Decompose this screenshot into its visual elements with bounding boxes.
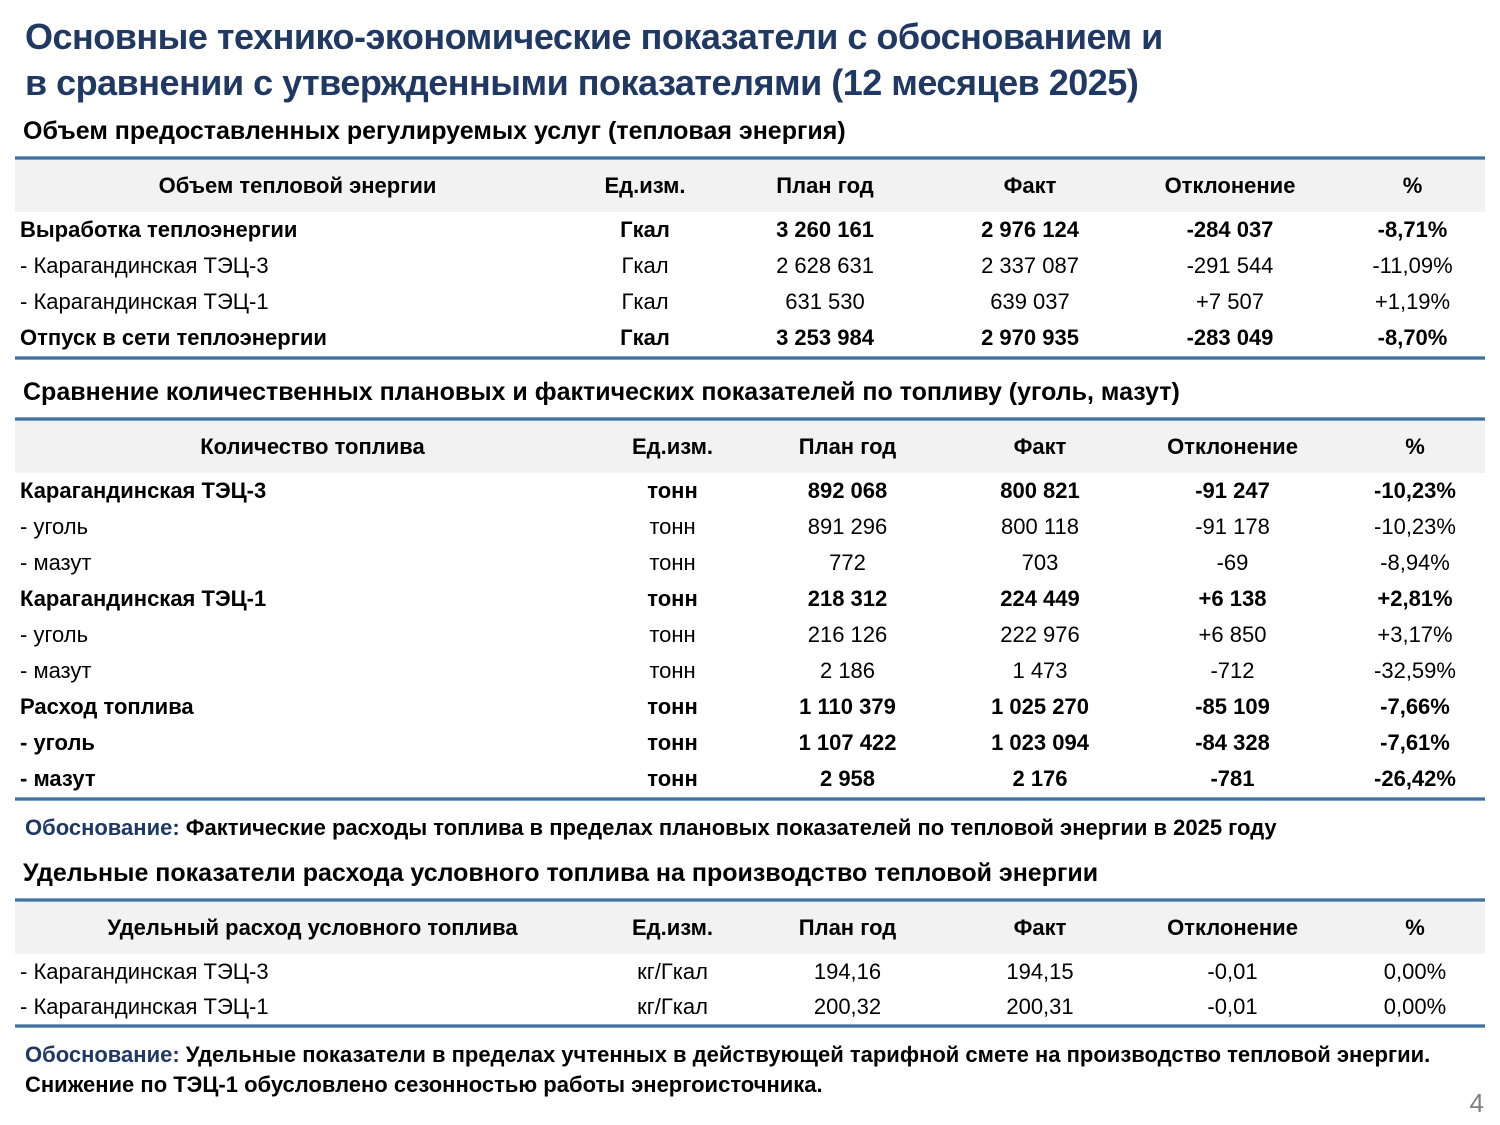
row-label: Расход топлива: [20, 694, 194, 720]
row-label: Карагандинская ТЭЦ-3: [20, 478, 267, 504]
page-title-line2: в сравнении с утвержденными показателями (12 месяцев 2025): [25, 61, 1139, 103]
unit-cell: тонн: [649, 514, 696, 540]
unit-cell: кг/Гкал: [637, 993, 708, 1019]
plan-cell: 200,32: [813, 993, 882, 1019]
deviation-cell: -85 109: [1195, 694, 1270, 720]
fact-cell: 1 473: [1012, 658, 1068, 684]
table-header-row: [15, 421, 1485, 473]
row-label: - мазут: [20, 766, 96, 792]
deviation-cell: -284 037: [1186, 217, 1274, 243]
plan-cell: 194,16: [813, 958, 882, 984]
row-label: Выработка теплоэнергии: [20, 217, 298, 243]
column-header: Отклонение: [1164, 173, 1296, 199]
table-row: [15, 212, 1485, 248]
row-label: Отпуск в сети теплоэнергии: [20, 325, 327, 351]
column-header: План год: [776, 173, 874, 199]
fact-cell: 1 025 270: [991, 694, 1089, 720]
fact-cell: 2 337 087: [981, 253, 1079, 279]
table-row: [15, 248, 1485, 284]
percent-cell: +2,81%: [1377, 586, 1453, 612]
unit-cell: тонн: [647, 586, 698, 612]
plan-cell: 3 253 984: [776, 325, 874, 351]
deviation-cell: -0,01: [1207, 958, 1258, 984]
fact-cell: 222 976: [1000, 622, 1080, 648]
fact-cell: 639 037: [990, 289, 1070, 315]
table-row: [15, 653, 1485, 689]
fact-cell: 2 976 124: [981, 217, 1079, 243]
table-bottom-border: [15, 356, 1485, 360]
deviation-cell: -91 178: [1195, 514, 1270, 540]
column-header: %: [1405, 915, 1425, 941]
table-row: [15, 284, 1485, 320]
fact-cell: 2 970 935: [981, 325, 1079, 351]
table-row: [15, 989, 1485, 1024]
deviation-cell: -84 328: [1195, 730, 1270, 756]
deviation-cell: -69: [1216, 550, 1249, 576]
column-header: План год: [798, 915, 897, 941]
row-label: Карагандинская ТЭЦ-1: [20, 586, 267, 612]
table-row: [15, 689, 1485, 725]
plan-cell: 2 628 631: [776, 253, 874, 279]
fact-cell: 1 023 094: [991, 730, 1089, 756]
table-row: [15, 473, 1485, 509]
fact-cell: 800 118: [1001, 514, 1079, 540]
plan-cell: 218 312: [807, 586, 888, 612]
plan-cell: 891 296: [807, 514, 888, 540]
unit-cell: тонн: [649, 622, 696, 648]
percent-cell: 0,00%: [1383, 958, 1447, 984]
percent-cell: -10,23%: [1374, 478, 1456, 504]
justification-label: Обоснование:: [25, 1042, 180, 1068]
row-label: - мазут: [20, 658, 92, 684]
page-number: 4: [1469, 1088, 1484, 1118]
column-header: Отклонение: [1167, 915, 1298, 941]
table-row: [15, 725, 1485, 761]
section-heading-specific-consumption: Удельные показатели расхода условного топлива на производство тепловой энергии: [23, 859, 1099, 888]
percent-cell: -32,59%: [1374, 658, 1456, 684]
column-header: Количество топлива: [200, 434, 425, 460]
percent-cell: +3,17%: [1377, 622, 1453, 648]
unit-cell: кг/Гкал: [637, 958, 708, 984]
column-header: Отклонение: [1167, 434, 1298, 460]
percent-cell: -10,23%: [1374, 514, 1456, 540]
percent-cell: +1,19%: [1374, 289, 1451, 315]
table-row: [15, 320, 1485, 356]
column-header: Объем тепловой энергии: [158, 173, 437, 199]
row-label: - уголь: [20, 730, 95, 756]
unit-cell: тонн: [649, 550, 696, 576]
percent-cell: -8,71%: [1377, 217, 1448, 243]
column-header: Факт: [1013, 915, 1067, 941]
justification-specific-consumption: [25, 1040, 1495, 1100]
table-row: [15, 581, 1485, 617]
unit-cell: тонн: [649, 658, 696, 684]
percent-cell: -26,42%: [1374, 766, 1456, 792]
page-title: [25, 14, 1485, 105]
column-header: Факт: [1003, 173, 1057, 199]
plan-cell: 2 958: [819, 766, 876, 792]
row-label: - Карагандинская ТЭЦ-1: [20, 993, 269, 1019]
fuel-quantity-table: [15, 417, 1485, 801]
fact-cell: 2 176: [1012, 766, 1068, 792]
plan-cell: 216 126: [807, 622, 888, 648]
justification-text: Фактические расходы топлива в пределах плановых показателей по тепловой энергии в 2025 году: [185, 815, 1277, 841]
fact-cell: 224 449: [1000, 586, 1080, 612]
percent-cell: -8,70%: [1377, 325, 1448, 351]
deviation-cell: +7 507: [1196, 289, 1264, 315]
row-label: - Карагандинская ТЭЦ-3: [20, 958, 269, 984]
deviation-cell: +6 850: [1198, 622, 1267, 648]
table-row: [15, 617, 1485, 653]
deviation-cell: -781: [1210, 766, 1255, 792]
table-header-row: [15, 902, 1485, 954]
plan-cell: 1 110 379: [799, 694, 896, 720]
percent-cell: -7,66%: [1380, 694, 1450, 720]
deviation-cell: -291 544: [1186, 253, 1274, 279]
page-title-line1: Основные технико-экономические показатели с обоснованием и: [25, 16, 1163, 57]
column-header: %: [1405, 434, 1425, 460]
table-bottom-border: [15, 797, 1485, 801]
table-bottom-border: [15, 1024, 1485, 1028]
row-label: - Карагандинская ТЭЦ-3: [20, 253, 269, 279]
column-header: Ед.изм.: [631, 915, 714, 941]
plan-cell: 631 530: [785, 289, 865, 315]
deviation-cell: +6 138: [1198, 586, 1267, 612]
row-label: - уголь: [20, 622, 89, 648]
row-label: - уголь: [20, 514, 89, 540]
unit-cell: тонн: [647, 694, 698, 720]
row-label: - Карагандинская ТЭЦ-1: [20, 289, 269, 315]
unit-cell: Гкал: [621, 289, 669, 315]
column-header: Ед.изм.: [604, 173, 686, 199]
fact-cell: 703: [1021, 550, 1059, 576]
plan-cell: 772: [829, 550, 866, 576]
deviation-cell: -283 049: [1186, 325, 1274, 351]
percent-cell: -8,94%: [1380, 550, 1450, 576]
deviation-cell: -0,01: [1207, 993, 1258, 1019]
unit-cell: Гкал: [620, 325, 670, 351]
column-header: Удельный расход условного топлива: [107, 915, 518, 941]
table-row: [15, 509, 1485, 545]
table-row: [15, 761, 1485, 797]
row-label: - мазут: [20, 550, 92, 576]
plan-cell: 3 260 161: [776, 217, 874, 243]
column-header: Ед.изм.: [631, 434, 714, 460]
unit-cell: тонн: [647, 730, 698, 756]
justification-label: Обоснование:: [25, 815, 180, 841]
plan-cell: 1 107 422: [798, 730, 897, 756]
fact-cell: 194,15: [1006, 958, 1074, 984]
column-header: Факт: [1013, 434, 1067, 460]
deviation-cell: -712: [1210, 658, 1255, 684]
section-heading-volume: Объем предоставленных регулируемых услуг (тепловая энергия): [23, 117, 846, 146]
table-row: [15, 954, 1485, 989]
column-header: План год: [798, 434, 897, 460]
specific-fuel-consumption-table: [15, 898, 1485, 1028]
deviation-cell: -91 247: [1195, 478, 1270, 504]
percent-cell: -11,09%: [1372, 253, 1453, 279]
plan-cell: 2 186: [819, 658, 876, 684]
plan-cell: 892 068: [807, 478, 888, 504]
fact-cell: 200,31: [1006, 993, 1074, 1019]
section-heading-fuel: Сравнение количественных плановых и фактических показателей по топливу (уголь, мазут): [23, 378, 1180, 407]
unit-cell: Гкал: [620, 217, 670, 243]
unit-cell: тонн: [647, 478, 698, 504]
justification-fuel: [25, 813, 1495, 843]
percent-cell: -7,61%: [1380, 730, 1450, 756]
fact-cell: 800 821: [1000, 478, 1080, 504]
unit-cell: Гкал: [621, 253, 669, 279]
unit-cell: тонн: [647, 766, 698, 792]
heat-energy-volume-table: [15, 156, 1485, 360]
justification-text: Удельные показатели в пределах учтенных в действующей тарифной смете на производство тепловой энергии. Снижение по ТЭЦ-1 обусловлено сезонностью работы энергоисточника.: [25, 1042, 1431, 1098]
percent-cell: 0,00%: [1383, 993, 1447, 1019]
column-header: %: [1402, 173, 1423, 199]
table-header-row: [15, 160, 1485, 212]
table-row: [15, 545, 1485, 581]
